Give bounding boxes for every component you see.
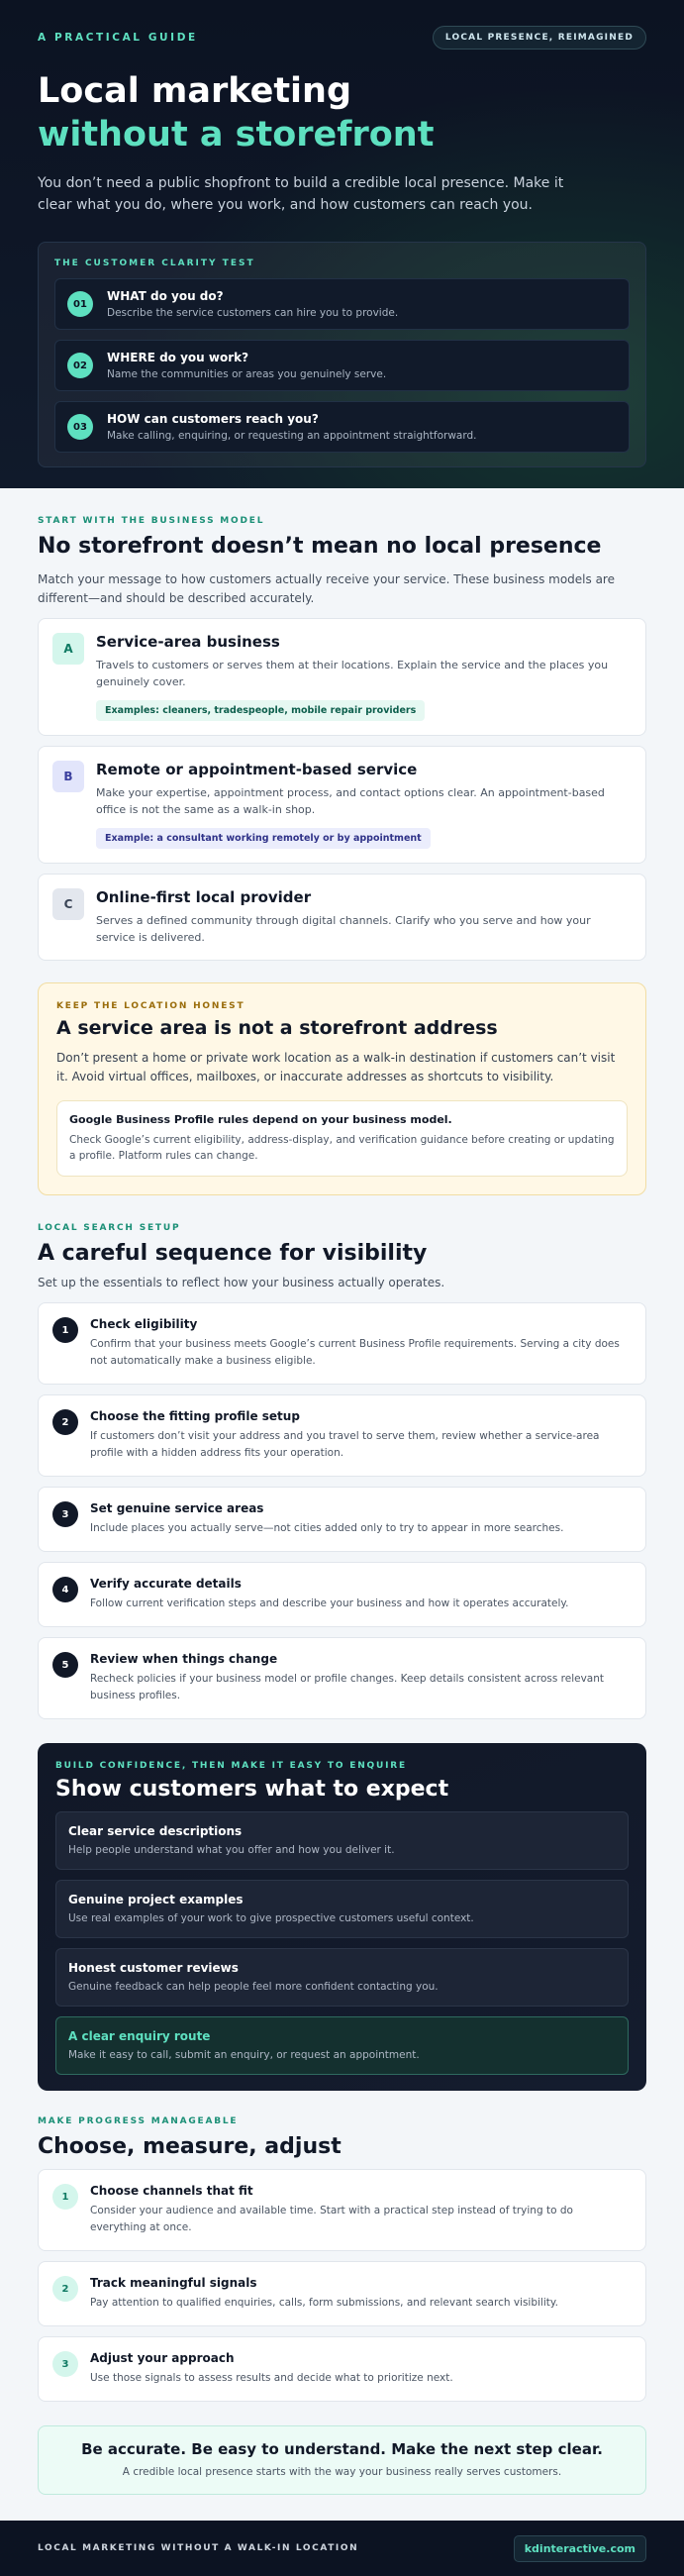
clarity-number-badge: 03: [67, 414, 93, 440]
clarity-item-title: WHERE do you work?: [107, 351, 249, 364]
sequence-step: [38, 1637, 646, 1719]
models-title: No storefront doesn’t mean no local presence: [38, 534, 602, 559]
step-title: Choose channels that fit: [90, 2184, 253, 2198]
page-footer: [0, 2521, 684, 2576]
step-desc: Recheck policies if your business model or profile changes. Keep details consistent across relevant business profiles.: [90, 1673, 604, 1701]
location-honest-callout: [38, 982, 646, 1195]
hero-badge: LOCAL PRESENCE, REIMAGINED: [433, 26, 646, 50]
hero-title: [38, 69, 646, 156]
clarity-item-desc: Describe the service customers can hire you to provide.: [107, 307, 399, 319]
hero-title-line1: Local marketing: [38, 71, 352, 111]
clarity-eyebrow: THE CUSTOMER CLARITY TEST: [54, 258, 255, 268]
visibility-sequence-section: [0, 1195, 684, 2091]
model-desc: Travels to customers or serves them at their locations. Explain the service and the places you genuinely cover.: [96, 659, 609, 688]
model-example-chip: Examples: cleaners, tradespeople, mobile repair providers: [96, 700, 425, 721]
expect-item: [55, 1880, 629, 1938]
models-eyebrow: START WITH THE BUSINESS MODEL: [38, 516, 265, 526]
clarity-number-badge: 01: [67, 291, 93, 317]
hero-section: [0, 0, 684, 488]
clarity-item-title: WHAT do you do?: [107, 289, 224, 303]
gbp-rules-desc: Check Google’s current eligibility, address-display, and verification guidance before creating or updating a profile. Platform rules can change.: [69, 1134, 615, 1162]
progress-step: [38, 2336, 646, 2402]
footer-site-link[interactable]: kdinteractive.com: [514, 2535, 646, 2562]
hero-eyebrow: A PRACTICAL GUIDE: [38, 32, 198, 44]
model-card-online-first: [38, 874, 646, 961]
model-desc: Make your expertise, appointment process, and contact options clear. An appointment-based office is not the same as a walk-in shop.: [96, 786, 605, 816]
step-number-badge: 2: [52, 1409, 78, 1435]
footer-tagline: LOCAL MARKETING WITHOUT A WALK-IN LOCATION: [38, 2543, 359, 2553]
closing-callout: [38, 2425, 646, 2495]
step-title: Verify accurate details: [90, 1577, 242, 1591]
expect-item-desc: Use real examples of your work to give prospective customers useful context.: [68, 1912, 474, 1924]
step-number-badge: 4: [52, 1577, 78, 1602]
step-number-badge: 3: [52, 2351, 78, 2377]
step-desc: Consider your audience and available time. Start with a practical step instead of trying to do everything at once.: [90, 2205, 573, 2233]
model-title: Online-first local provider: [96, 888, 312, 906]
honest-lead: Don’t present a home or private work location as a walk-in destination if customers can’t visit it. Avoid virtual offices, mailboxes, or inaccurate addresses as shortcuts to visibility.: [56, 1051, 616, 1083]
clarity-number-badge: 02: [67, 353, 93, 378]
step-title: Track meaningful signals: [90, 2276, 257, 2290]
progress-eyebrow: MAKE PROGRESS MANAGEABLE: [38, 2116, 239, 2126]
step-number-badge: 3: [52, 1501, 78, 1527]
step-title: Review when things change: [90, 1652, 278, 1666]
clarity-item-title: HOW can customers reach you?: [107, 412, 319, 426]
expect-item-title: Clear service descriptions: [68, 1824, 243, 1838]
business-models-section: [0, 488, 684, 1195]
expect-item-desc: Make it easy to call, submit an enquiry, or request an appointment.: [68, 2049, 420, 2061]
models-lead: Match your message to how customers actually receive your service. These business models are different—and should be described accurately.: [38, 572, 615, 605]
step-title: Set genuine service areas: [90, 1501, 264, 1515]
sequence-lead: Set up the essentials to reflect how your business actually operates.: [38, 1276, 445, 1289]
step-desc: Confirm that your business meets Google’s current Business Profile requirements. Serving a city does not automatically make a business eligible.: [90, 1338, 620, 1367]
clarity-item-desc: Make calling, enquiring, or requesting an appointment straightforward.: [107, 430, 477, 442]
honest-eyebrow: KEEP THE LOCATION HONEST: [56, 1001, 245, 1011]
sequence-step: [38, 1394, 646, 1477]
step-desc: Use those signals to assess results and decide what to prioritize next.: [90, 2372, 453, 2384]
expect-item-title: A clear enquiry route: [68, 2029, 211, 2043]
step-title: Check eligibility: [90, 1317, 198, 1331]
progress-section: [0, 2091, 684, 2495]
honest-title: A service area is not a storefront address: [56, 1017, 498, 1039]
model-title: Remote or appointment-based service: [96, 761, 418, 778]
clarity-item: [54, 401, 630, 453]
closing-desc: A credible local presence starts with the way your business really serves customers.: [122, 2466, 562, 2478]
step-title: Choose the fitting profile setup: [90, 1409, 300, 1423]
step-title: Adjust your approach: [90, 2351, 235, 2365]
model-title: Service-area business: [96, 633, 280, 651]
step-number-badge: 2: [52, 2276, 78, 2302]
sequence-step: [38, 1562, 646, 1627]
expect-item-highlighted: [55, 2016, 629, 2075]
model-letter-badge: B: [52, 761, 84, 792]
step-desc: Include places you actually serve—not cities added only to try to appear in more searches.: [90, 1522, 564, 1534]
expect-item: [55, 1948, 629, 2007]
model-desc: Serves a defined community through digital channels. Clarify who you serve and how your service is delivered.: [96, 914, 591, 944]
clarity-item: [54, 278, 630, 330]
gbp-rules-note: [56, 1100, 628, 1177]
progress-title: Choose, measure, adjust: [38, 2134, 342, 2159]
expect-title: Show customers what to expect: [55, 1777, 449, 1802]
expect-item-desc: Help people understand what you offer and how you deliver it.: [68, 1844, 395, 1856]
model-example-chip: Example: a consultant working remotely or by appointment: [96, 828, 431, 849]
sequence-title: A careful sequence for visibility: [38, 1241, 428, 1266]
model-card-remote: [38, 746, 646, 864]
model-letter-badge: A: [52, 633, 84, 665]
step-desc: If customers don’t visit your address and you travel to serve them, review whether a service-area profile with a hidden address fits your operation.: [90, 1430, 600, 1459]
sequence-step: [38, 1487, 646, 1552]
model-card-service-area: [38, 618, 646, 736]
clarity-item: [54, 340, 630, 391]
step-desc: Follow current verification steps and describe your business and how it operates accurately.: [90, 1597, 569, 1609]
progress-step: [38, 2169, 646, 2251]
progress-step: [38, 2261, 646, 2326]
expect-item-desc: Genuine feedback can help people feel more confident contacting you.: [68, 1981, 439, 1993]
clarity-test-panel: [38, 242, 646, 467]
expect-eyebrow: BUILD CONFIDENCE, THEN MAKE IT EASY TO ENQUIRE: [55, 1761, 407, 1771]
step-desc: Pay attention to qualified enquiries, calls, form submissions, and relevant search visibility.: [90, 2297, 558, 2309]
gbp-rules-title: Google Business Profile rules depend on your business model.: [69, 1113, 452, 1126]
expect-item-title: Genuine project examples: [68, 1893, 244, 1906]
hero-lead: You don’t need a public shopfront to build a credible local presence. Make it clear what you do, where you work, and how customers can reach you.: [38, 175, 564, 213]
hero-title-line2: without a storefront: [38, 115, 435, 155]
step-number-badge: 5: [52, 1652, 78, 1678]
step-number-badge: 1: [52, 2184, 78, 2210]
model-letter-badge: C: [52, 888, 84, 920]
sequence-step: [38, 1302, 646, 1385]
expect-item-title: Honest customer reviews: [68, 1961, 239, 1975]
sequence-eyebrow: LOCAL SEARCH SETUP: [38, 1223, 181, 1233]
expectations-panel: [38, 1743, 646, 2091]
closing-title: Be accurate. Be easy to understand. Make the next step clear.: [81, 2440, 603, 2458]
step-number-badge: 1: [52, 1317, 78, 1343]
clarity-item-desc: Name the communities or areas you genuinely serve.: [107, 368, 387, 380]
expect-item: [55, 1811, 629, 1870]
